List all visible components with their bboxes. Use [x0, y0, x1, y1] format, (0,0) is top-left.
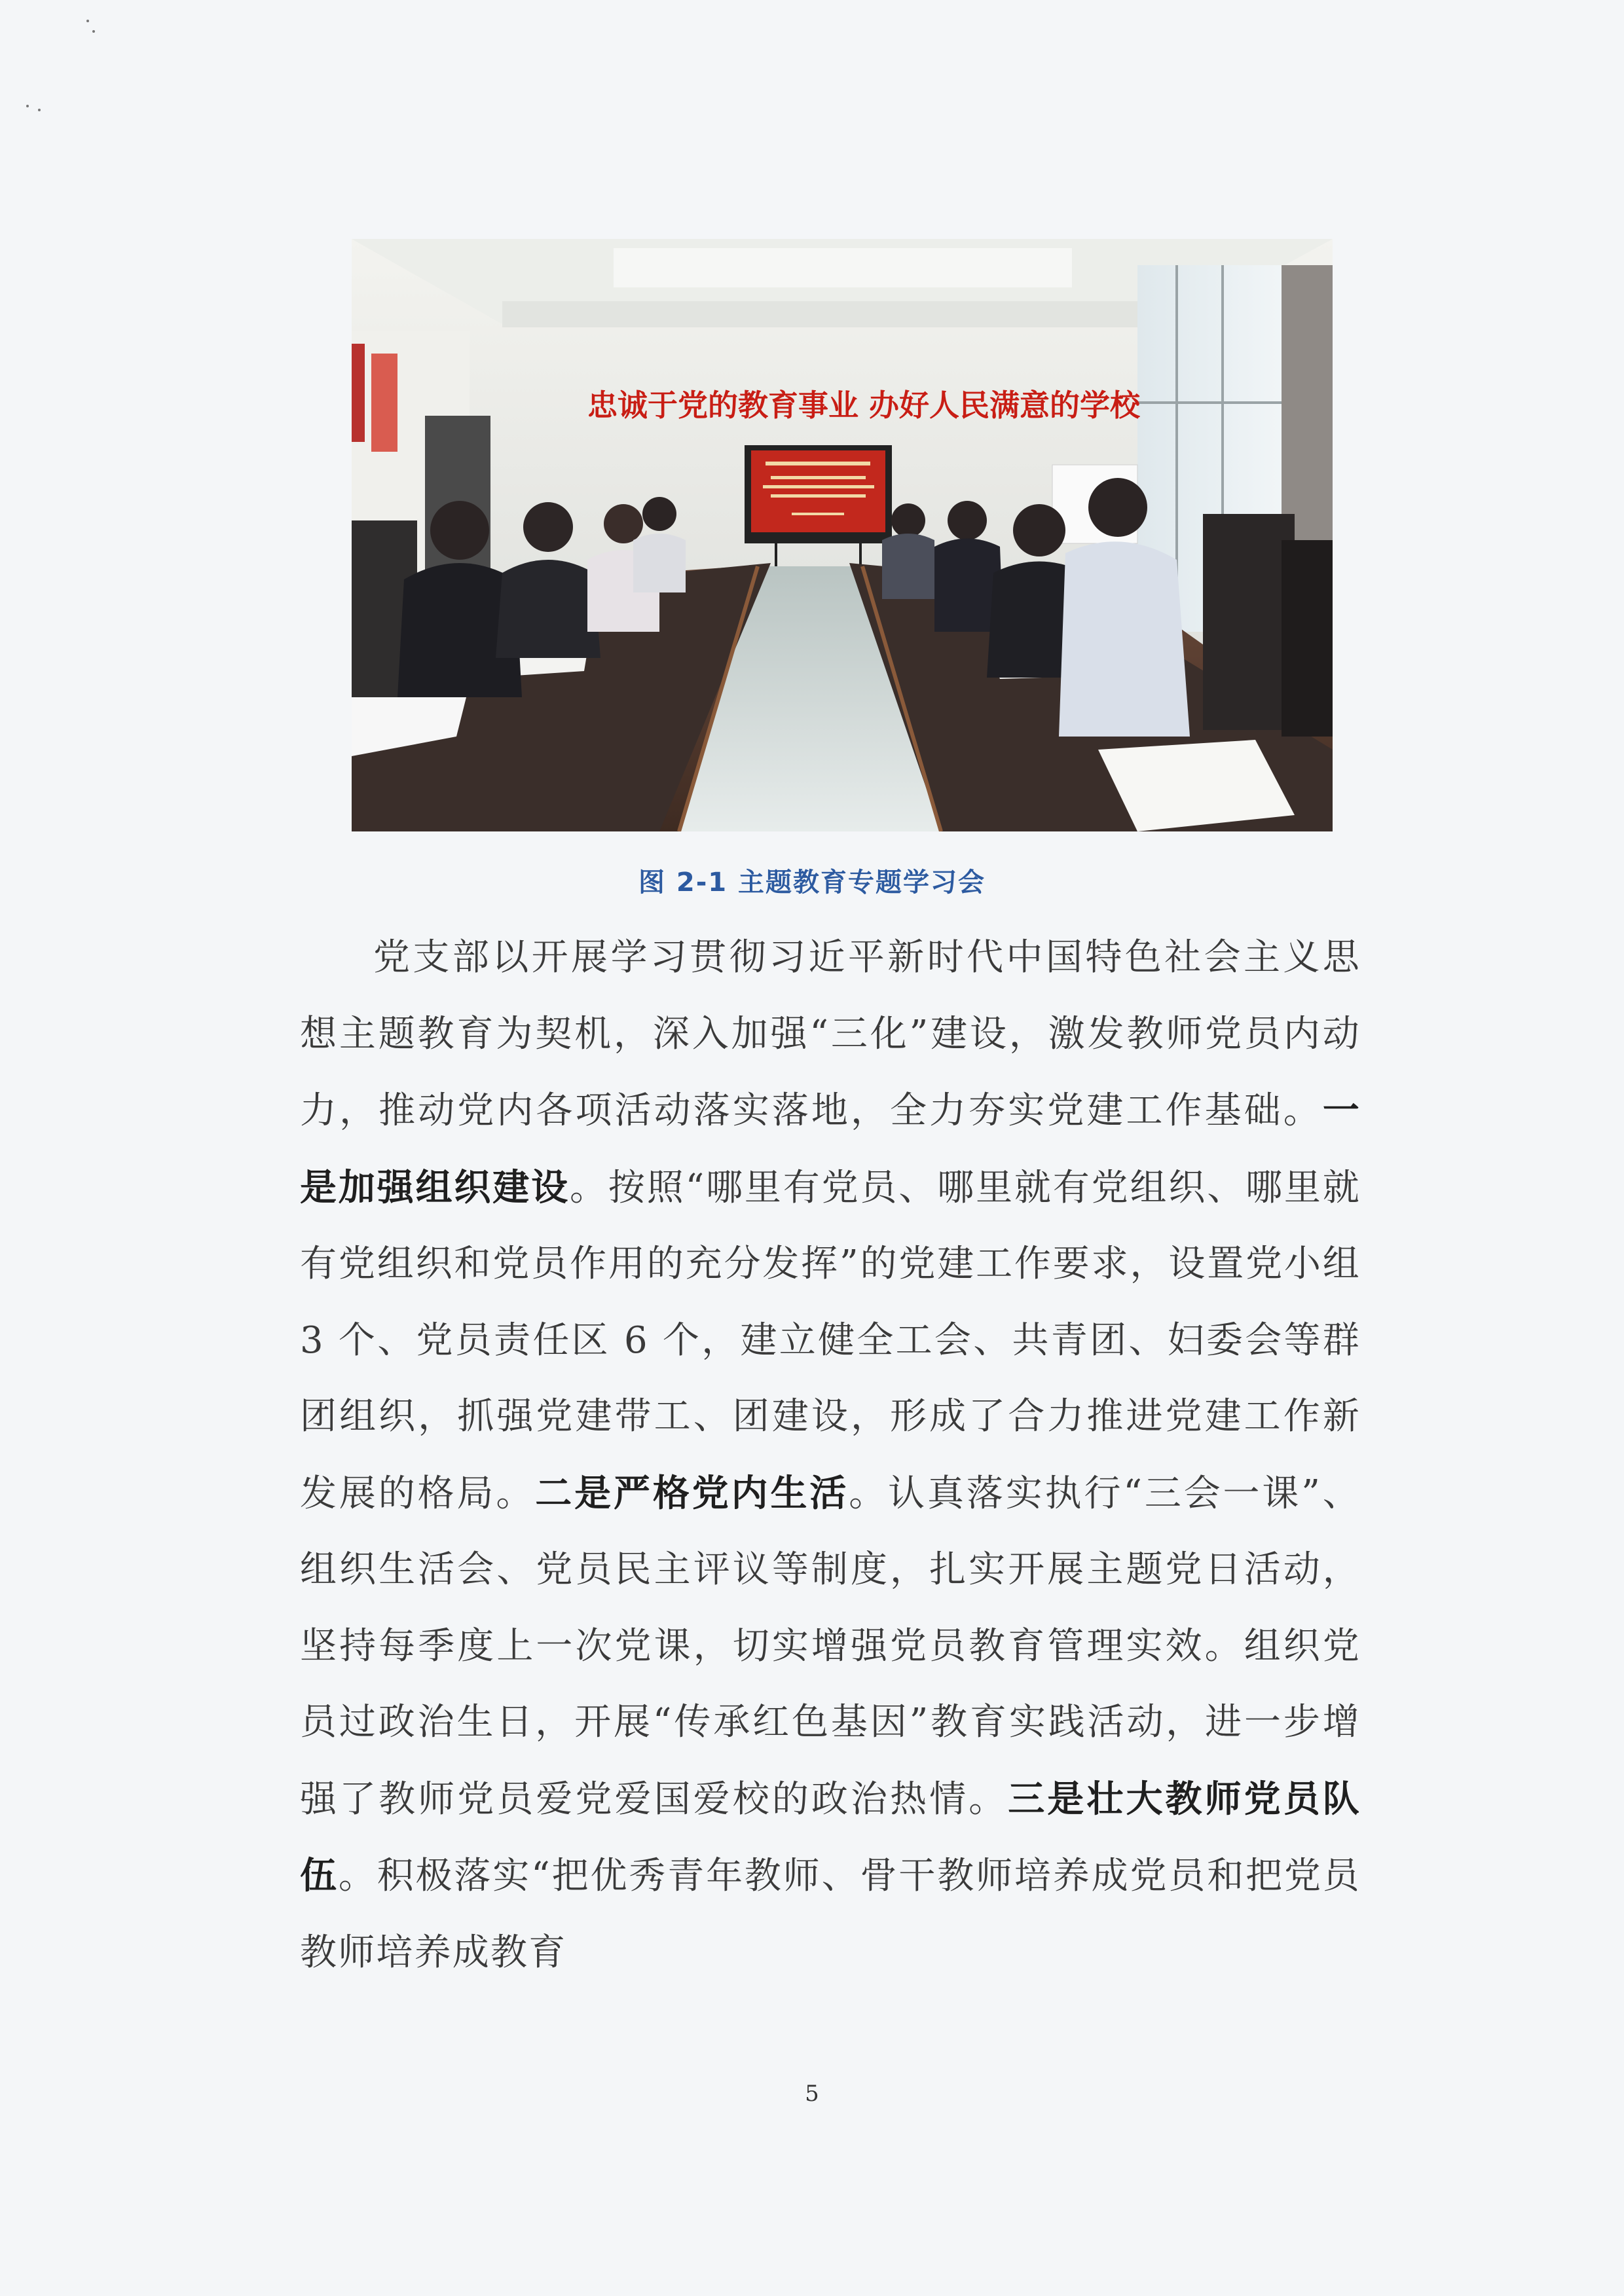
heading-three: 三是壮大教师党员队伍 [300, 1777, 1361, 1897]
scan-speck [92, 30, 95, 33]
meeting-photo [352, 239, 1333, 831]
scan-speck [86, 20, 89, 22]
paragraph-run: 党支部以开展学习贯彻习近平新时代中国特色社会主义思想主题教育为契机，深入加强“三化”建设，激发教师党员内动力，推动党内各项活动落实落地，全力夯实党建工作基础。 [300, 936, 1361, 1132]
heading-two: 二是严格党内生活 [535, 1471, 849, 1515]
banner-text: 忠诚于党的教育事业 办好人民满意的学校 [587, 388, 1141, 423]
body-paragraph [300, 920, 1361, 1991]
paragraph-run: 。认真落实执行“三会一课”、组织生活会、党员民主评议等制度，扎实开展主题党日活动，坚持每季度上一次党课，切实增强党员教育管理实效。组织党员过政治生日，开展“传承红色基因”教育实践活动，进一步增强了教师党员爱党爱国爱校的政治热情。 [300, 1472, 1361, 1821]
page-number: 5 [805, 2081, 819, 2107]
figure-caption: 图 2-1 主题教育专题学习会 [638, 867, 986, 898]
paragraph-run: 。按照“哪里有党员、哪里就有党组织、哪里就有党组织和党员作用的充分发挥”的党建工作要求，设置党小组 3 个、党员责任区 6 个，建立健全工会、共青团、妇委会等群团组织，抓强党建带工、团建设，形成了合力推进党建工作新发展的格局。 [300, 1166, 1361, 1515]
paragraph-text [300, 920, 1361, 1991]
scan-speck [26, 105, 29, 107]
paragraph-run: 。积极落实“把优秀青年教师、骨干教师培养成党员和把党员教师培养成教育 [300, 1855, 1361, 1974]
scan-speck [38, 109, 41, 111]
heading-one: 一是加强组织建设 [300, 1089, 1361, 1209]
